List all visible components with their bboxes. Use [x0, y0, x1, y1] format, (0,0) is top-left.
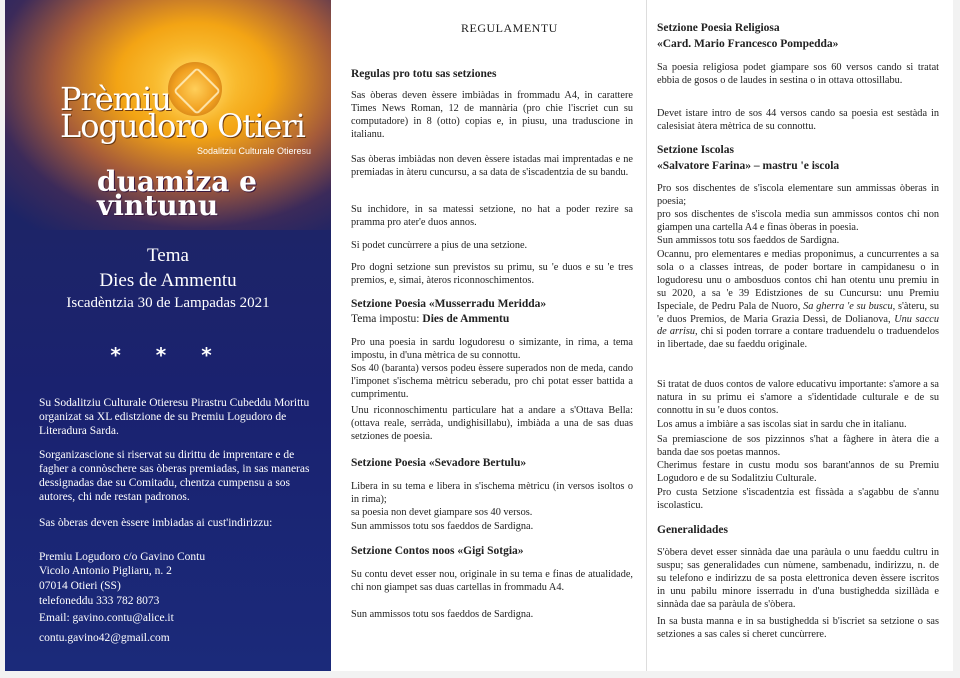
tema-title: Dies de Ammentu [99, 270, 237, 291]
section-subheading: «Card. Mario Francesco Pompedda» [657, 38, 839, 50]
rule-paragraph: Pro una poesia in sardu logudoresu o simizante, in rima, a tema impostu, in d'una mètrica de su connottu. [351, 337, 633, 361]
rule-paragraph: Sos 40 (baranta) versos podeu èssere superados non de meda, cando l'imponet s'ischema mètricu seberadu, pro chi potat esser battida a cumprimentu. [351, 363, 633, 400]
section-heading: Setzione Iscolas [657, 144, 734, 156]
section-heading: Setzione Poesia «Musserradu Meridda» [351, 298, 547, 310]
email-line-2: contu.gavino42@gmail.com [39, 632, 170, 644]
send-paragraph: Sas òberas deven èssere imbiadas ai cust'indirizzu: [39, 517, 273, 529]
rights-paragraph: Sorganizascione si riservat su dirittu de imprentare e de fagher a connòschere sas òberas premiadas, in sas maneras dessignadas dae su Comitadu, chentza cumpensu a sos autores, chi nde restan padronos. [39, 449, 310, 503]
logo-year: duamiza e vintunu [97, 165, 257, 222]
general-rules-heading: Regulas pro totu sas setziones [351, 68, 497, 80]
rule-paragraph: sa poesia non devet giamparе sos 40 versos. [351, 507, 533, 518]
rule-paragraph: Pro dogni setzione sun previstos su primu, su 'e duos e su 'e tres premios, e, simai, àteros riconnoschimentos. [351, 262, 633, 286]
rule-paragraph: Los amus a imbiàre a sas iscolas siat in sardu che in italianu. [657, 419, 907, 430]
rules-column [331, 0, 647, 671]
address-line-3: 07014 Otieri (SS) [39, 580, 121, 592]
paragraph-text: Ocannu, pro elementares e medias proponimus, a cuncurrentes a sa sola o a classes intreas, de poder bortare in campidanesu o in logudoresu unu o ambosduos contos chi han otentu unu premiu in su 2020, a sa 'e 39 Edistziones de su Cuncursu: unu Premiu Ispeciale, de Pedru Pala de Nuoro, [657, 249, 939, 312]
address-line-1: Premiu Logudoro c/o Gavino Contu [39, 551, 206, 563]
rule-paragraph: Si podet cuncùrrere a pius de una setzione. [351, 240, 528, 251]
rule-paragraph: Si tratat de duos contos de valore educativu importante: s'amore a sa natura in su primu ei s'amore a s'identidade culturale e de su connottu in su 'e duos contos. [657, 379, 939, 416]
logo-title: Prèmiu Logudoro Otieri [60, 80, 305, 145]
section-heading: Setzione Contos noos «Gigi Sotgia» [351, 545, 524, 557]
rule-paragraph: Sun ammissos totu sos faeddos de Sardigna. [351, 609, 534, 620]
theme-value: Dies de Ammentu [422, 313, 510, 325]
rule-paragraph: Su contu devet esser nou, originale in su tema e finas de atualidade, chi non giampet sas duas cartellas in frommadu A4. [351, 569, 633, 593]
logo-subtitle: Sodalitziu Culturale Otieresu [197, 146, 312, 156]
rule-paragraph: pro sos dischentes de s'iscola media sun ammissos contos chi non giampen una cartella A4 e finas òberas in poesia. [657, 209, 939, 233]
intro-paragraph: Su Sodalitziu Culturale Otieresu Pirastru Cubeddu Morittu organizat sa XL edistzione de su Premiu Logudoro de Literadura Sarda. [39, 397, 310, 437]
rule-paragraph: Libera in su tema e libera in s'ischema mètricu (in versos isoltos o in rima); [351, 481, 633, 505]
rule-paragraph: Sa premiascione de sos pizzinnos s'hat a fàghere in àtera die a banda dae sos poetas mannos. [657, 434, 939, 458]
theme-line [351, 313, 509, 326]
rule-paragraph: Sun ammissos totu sos faeddos de Sardigna. [351, 521, 534, 532]
rule-paragraph: S'òbera devet esser sinnàda dae una paràula o unu faeddu cultru in suspu; sas generalidades cun nùmene, sambenadu, indirizzu, n. de su telefono e indirizzu de sa posta elettronica deven èssere iscritos in unu pabilu minore isserradu in d'una bustighedda sizillàda e sinnàda dae sa paràula de s'òbera. [657, 547, 939, 610]
rule-paragraph: Sas òberas deven èssere imbiàdas in frommadu A4, in carattere Times News Roman, 12 de mannària (pro chie l'iscriet cun su computadore) in 8 (otto) copias e, in piusu, una traduscione in italianu. [351, 90, 633, 140]
stars-divider: * * * [110, 343, 226, 367]
rule-paragraph: Pro sos dischentes de s'iscola elementare sun ammissas òberas in poesia; [657, 183, 939, 207]
section-heading: Setzione Poesia «Sevadore Bertulu» [351, 457, 527, 469]
rule-paragraph: Su inchidore, in sa matessi setzione, no hat a poder rezire sa pramma pro ater'e duos annos. [351, 204, 633, 228]
rule-paragraph: Unu riconnoschimentu particulare hat a andare a s'Ottava Bella: (ottava reale, serràda, undighisillabu), imbiàda a una de sas duas setziones de poesia. [351, 405, 633, 442]
rule-paragraph: Sun ammissos totu sos faeddos de Sardigna. [657, 235, 840, 246]
rule-paragraph [657, 249, 939, 352]
tema-deadline: Iscadèntzia 30 de Lampadas 2021 [66, 295, 270, 311]
rule-paragraph: Sa poesia religiosa podet giampare sos 60 versos cando si tratat ebbia de gosos o de laudes in sestina o in ottava ottosillabu. [657, 62, 939, 86]
phone-line: telefoneddu 333 782 8073 [39, 595, 160, 607]
address-line-2: Vicolo Antonio Pigliaru, n. 2 [39, 565, 172, 577]
rules-title: REGULAMENTU [461, 21, 558, 35]
paragraph-text: , s'àteru, su 'e duos Premios, de Maria Grazia Dessì, de Dolianova, [657, 300, 940, 325]
theme-label: Tema impostu: [351, 313, 420, 325]
rule-paragraph: In sa busta manna e in sa bustighedda si b'iscriet sa setzione o sas setziones a sas cales si cheret cuncùrrere. [657, 616, 939, 640]
rule-paragraph: Devet istare intro de sos 44 versos cando sa poesia est sestàda in calesisiat àtera mètrica de su connottu. [657, 108, 939, 132]
section-heading: Setzione Poesia Religiosa [657, 22, 780, 34]
cover-panel [5, 0, 331, 671]
rule-paragraph: Cherimus festare in custu modu sos barant'annos de su Premiu Logudoro e de su Sodalitziu Culturale. [657, 460, 939, 484]
rules-column-right [647, 0, 953, 671]
section-heading: Generalidades [657, 524, 728, 536]
rule-paragraph: Sas òberas imbiàdas non deven èssere istadas mai imprentadas e ne premiadas in àteru cuncursu, a sa data de s'iscadentzia de su bandu. [351, 154, 633, 178]
tema-label: Tema [147, 245, 189, 266]
rule-paragraph: Pro custa Setzione s'iscadentzia est fissàda a s'agabbu de s'annu iscolasticu. [657, 487, 939, 511]
section-subheading: «Salvatore Farina» – mastru 'e iscola [657, 160, 840, 172]
story-title: Unu saccu de arrisu [657, 313, 939, 338]
story-title: Sa gherra 'e su buscu [803, 300, 893, 312]
paragraph-text: , chi si poden torrare a contare traduendelu o traduendelos in libertade, dae su faeddu originale. [657, 326, 939, 351]
email-line-1: Email: gavino.contu@alice.it [39, 612, 174, 624]
